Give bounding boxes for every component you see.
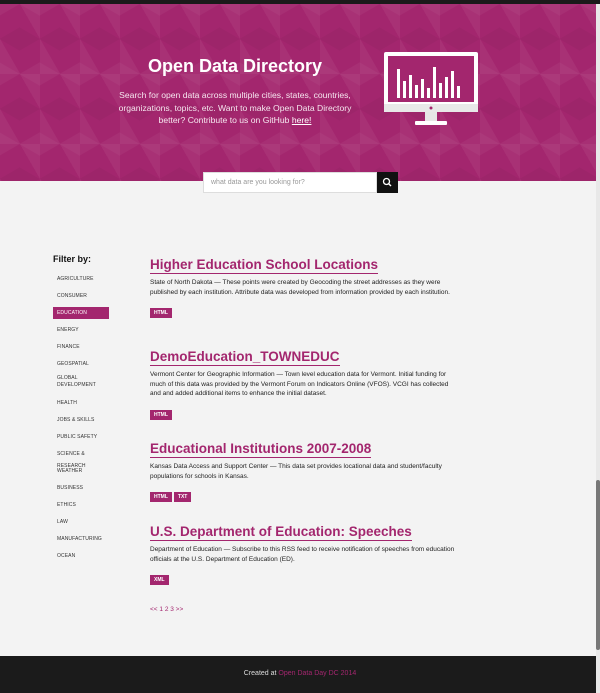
monitor-screen (388, 56, 474, 102)
monitor-bar (397, 69, 400, 98)
search-icon (377, 172, 398, 193)
result-item (150, 348, 455, 421)
result-title[interactable]: Educational Institutions 2007-2008 (150, 441, 372, 456)
result-tags (150, 485, 455, 503)
result-item (150, 440, 455, 503)
monitor-neck (425, 112, 437, 121)
filter-manufacturing[interactable]: MANUFACTURING (57, 536, 102, 542)
monitor-bar (421, 79, 424, 98)
monitor-bar (409, 75, 412, 98)
format-tag[interactable]: XML (150, 575, 169, 585)
page-title: Open Data Directory (147, 56, 323, 76)
header-description-text: Search for open data across multiple cities, states, countries, organizations, topics, etc. Want to make Open Data Directory better? Contribute to us on GitHub (118, 90, 352, 126)
result-description: Kansas Data Access and Support Center — This data set provides locational data and student/faculty populations for schools in Kansas. (150, 463, 442, 480)
result-item (150, 523, 455, 586)
footer (0, 656, 600, 693)
result-title[interactable]: DemoEducation_TOWNEDUC (150, 349, 340, 364)
filter-weather[interactable]: WEATHER (57, 468, 83, 474)
monitor-bar (415, 85, 418, 98)
filter-finance[interactable]: FINANCE (57, 344, 80, 350)
monitor-bar (445, 77, 448, 98)
result-title[interactable]: U.S. Department of Education: Speeches (150, 524, 412, 539)
filter-agriculture[interactable]: AGRICULTURE (57, 276, 94, 282)
monitor-bar (457, 86, 460, 98)
filter-health[interactable]: HEALTH (57, 400, 77, 406)
result-description: Vermont Center for Geographic Information — Town level education data for Vermont. Initial funding for much of this data was provided by the Vermont Forum on Indicators Online (VFOS). VCGI has collected and and added additional items to enhance the initial dataset. (150, 371, 449, 397)
header-description (110, 89, 360, 127)
scrollbar-thumb[interactable] (596, 480, 600, 650)
format-tag[interactable]: HTML (150, 308, 172, 318)
format-tag[interactable]: HTML (150, 410, 172, 420)
filter-science-research[interactable]: SCIENCE & RESEARCH (57, 451, 86, 469)
monitor-bar (427, 88, 430, 98)
format-tag[interactable]: HTML (150, 492, 172, 502)
format-tag[interactable]: TXT (174, 492, 191, 502)
monitor-bar (433, 67, 436, 98)
filter-geospatial[interactable]: GEOSPATIAL (57, 361, 89, 367)
filter-global-development[interactable]: GLOBAL DEVELOPMENT (57, 375, 96, 388)
result-description: State of North Dakota — These points were created by Geocoding the street addresses as they were published by each institution. Attribute data was developed from information provided by each institution. (150, 279, 450, 296)
github-link[interactable]: here! (291, 115, 312, 126)
monitor-base (415, 121, 447, 125)
filter-business[interactable]: BUSINESS (57, 485, 84, 491)
search-input[interactable]: what data are you looking for? (203, 172, 377, 193)
footer-link[interactable]: Open Data Day DC 2014 (278, 670, 357, 677)
filter-law[interactable]: LAW (57, 519, 68, 525)
filter-energy[interactable]: ENERGY (57, 327, 79, 333)
monitor-bar (451, 71, 454, 98)
result-tags (150, 301, 455, 319)
monitor-chart-icon (383, 51, 479, 127)
result-item (150, 256, 455, 319)
filter-public-safety[interactable]: PUBLIC SAFETY (57, 434, 98, 440)
filter-education[interactable]: EDUCATION (53, 307, 109, 319)
result-title[interactable]: Higher Education School Locations (150, 257, 379, 272)
filter-ocean[interactable]: OCEAN (57, 553, 76, 559)
filter-jobs-skills[interactable]: JOBS & SKILLS (57, 417, 95, 423)
filter-consumer[interactable]: CONSUMER (57, 293, 87, 299)
result-tags (150, 403, 455, 421)
result-description: Department of Education — Subscribe to this RSS feed to receive notification of speeches from education officials at the U.S. Department of Education (ED). (150, 546, 455, 563)
pagination[interactable]: << 1 2 3 >> (150, 606, 184, 613)
result-tags (150, 568, 455, 586)
monitor-bar (403, 81, 406, 98)
monitor-power-dot (430, 107, 433, 110)
footer-text: Created at (243, 670, 277, 677)
filter-title: Filter by: (53, 254, 92, 264)
monitor-bar (439, 83, 442, 98)
filter-ethics[interactable]: ETHICS (57, 502, 76, 508)
search-button[interactable] (377, 172, 398, 193)
